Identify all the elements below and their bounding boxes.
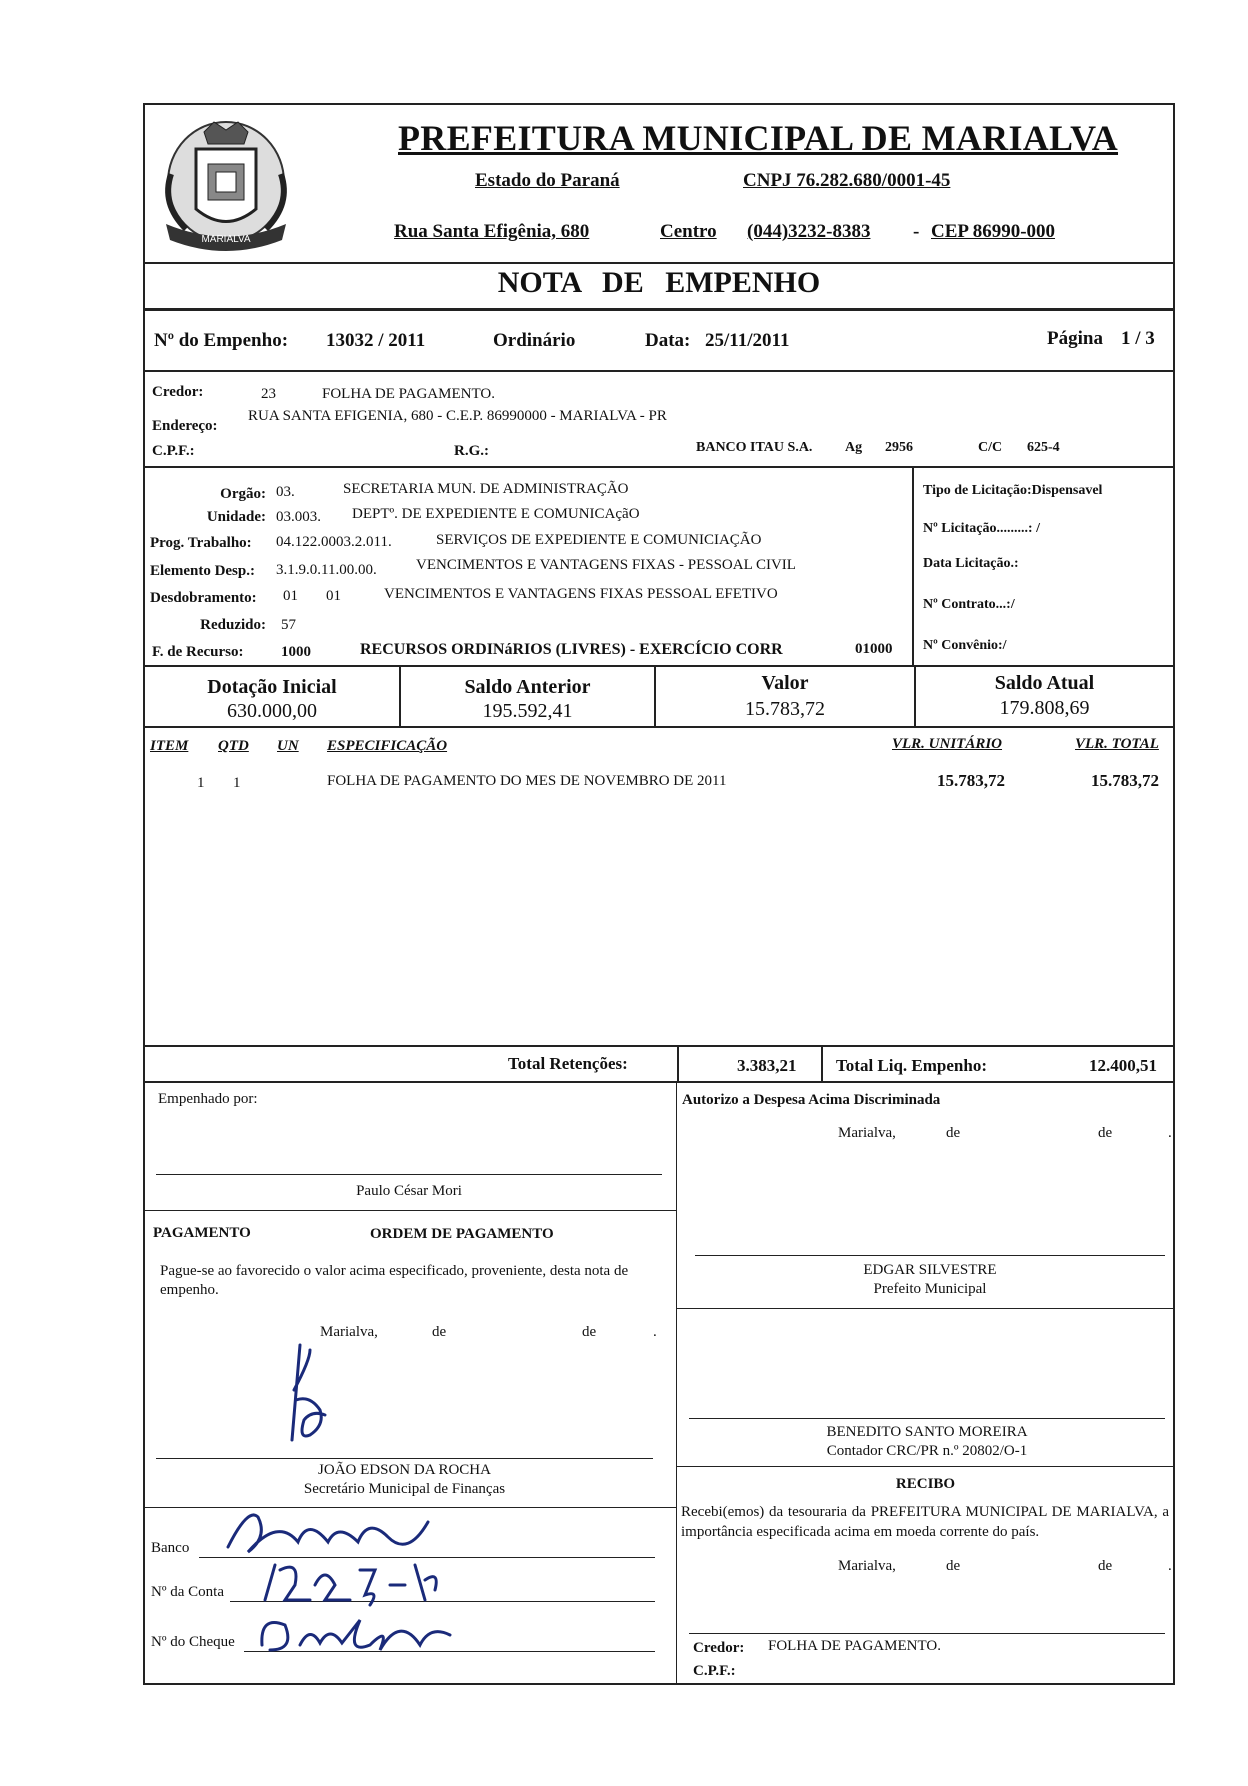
empenho-type: Ordinário: [493, 330, 576, 351]
orgao-name: SECRETARIA MUN. DE ADMINISTRAÇÃO: [343, 481, 629, 497]
row-spec: FOLHA DE PAGAMENTO DO MES DE NOVEMBRO DE 2011: [327, 773, 727, 789]
desdobramento-code1: 01: [283, 588, 298, 604]
licitacao-tipo: Tipo de Licitação:Dispensavel: [923, 483, 1103, 498]
orgao-label: Orgão:: [220, 486, 266, 502]
recurso-label: F. de Recurso:: [152, 644, 244, 660]
recibo-cpf-label: C.P.F.:: [693, 1663, 736, 1679]
liquido-label: Total Liq. Empenho:: [836, 1056, 987, 1075]
elemento-code: 3.1.9.0.11.00.00.: [276, 562, 377, 578]
cheque-label: Nº do Cheque: [151, 1634, 235, 1650]
autorizo-de-2: de: [1098, 1125, 1113, 1141]
credor-name: FOLHA DE PAGAMENTO.: [322, 386, 495, 402]
row-unit-value: 15.783,72: [937, 771, 1005, 790]
orgao-code: 03.: [276, 484, 295, 500]
empenho-number: 13032 / 2011: [326, 330, 426, 351]
licitacao-data: Data Licitação.:: [923, 556, 1019, 571]
recurso-code2: 01000: [855, 641, 893, 657]
col-vlr-unitario: VLR. UNITÁRIO: [892, 736, 1003, 752]
header-district: Centro: [660, 221, 717, 242]
header-cnpj: CNPJ 76.282.680/0001-45: [743, 170, 951, 191]
row-total-value: 15.783,72: [1091, 771, 1159, 790]
recurso-name: RECURSOS ORDINáRIOS (LIVRES) - EXERCÍCIO CORR: [360, 641, 783, 658]
licitacao-numero: Nº Licitação.........: /: [923, 521, 1040, 536]
valor-label: Valor: [761, 672, 809, 694]
row-qtd: 1: [233, 775, 241, 791]
recibo-de-2: de: [1098, 1558, 1113, 1574]
empenho-date-label: Data:: [645, 330, 691, 351]
empenhado-name: Paulo César Mori: [356, 1183, 462, 1199]
autorizo-de-1: de: [946, 1125, 961, 1141]
banco-label: Banco: [151, 1540, 190, 1556]
header-cep: CEP 86990-000: [931, 221, 1056, 242]
retencoes-label: Total Retenções:: [508, 1054, 628, 1073]
prog-name: SERVIÇOS DE EXPEDIENTE E COMUNICIAÇÃO: [436, 532, 762, 548]
recibo-label: RECIBO: [895, 1476, 956, 1492]
ordem-text: Pague-se ao favorecido o valor acima especificado, proveniente, desta nota de empenho.: [160, 1263, 629, 1298]
account-label: C/C: [978, 440, 1003, 455]
recibo-city: Marialva,: [838, 1558, 896, 1574]
dotacao-value: 630.000,00: [227, 700, 317, 722]
recurso-code: 1000: [281, 644, 311, 660]
empenho-number-label: Nº do Empenho:: [154, 330, 289, 351]
cheque-handwriting: [250, 1605, 480, 1665]
row-item: 1: [197, 775, 205, 791]
elemento-label: Elemento Desp.:: [150, 563, 255, 579]
ordem-dot: .: [653, 1324, 657, 1340]
header-phone: (044)3232-8383: [747, 221, 871, 242]
liquido-value: 12.400,51: [1089, 1056, 1157, 1075]
rg-label: R.G.:: [454, 443, 489, 459]
credor-code: 23: [261, 386, 276, 402]
valor-value: 15.783,72: [745, 698, 825, 720]
contador-role: Contador CRC/PR n.º 20802/O-1: [826, 1443, 1028, 1459]
prefeito-name: EDGAR SILVESTRE: [863, 1262, 997, 1278]
page-number: 1 / 3: [1121, 328, 1155, 349]
bank-name: BANCO ITAU S.A.: [696, 440, 813, 455]
contrato-number: Nº Contrato...:/: [923, 597, 1015, 612]
svg-text:MARIALVA: MARIALVA: [201, 234, 251, 245]
reduzido-value: 57: [281, 617, 296, 633]
dotacao-label: Dotação Inicial: [207, 676, 337, 698]
cpf-label: C.P.F.:: [152, 443, 195, 459]
prog-code: 04.122.0003.2.011.: [276, 534, 392, 550]
recibo-de-1: de: [946, 1558, 961, 1574]
unidade-code: 03.003.: [276, 509, 321, 525]
ordem-de-1: de: [432, 1324, 447, 1340]
desdobramento-name: VENCIMENTOS E VANTAGENS FIXAS PESSOAL EFETIVO: [384, 586, 778, 602]
header-title: PREFEITURA MUNICIPAL DE MARIALVA: [398, 118, 1119, 158]
empenho-date: 25/11/2011: [705, 330, 790, 351]
document-title: NOTA DE EMPENHO: [497, 266, 821, 299]
secretario-role: Secretário Municipal de Finanças: [303, 1481, 506, 1497]
coat-of-arms-logo: [156, 114, 296, 264]
secretario-signature: [280, 1340, 370, 1450]
recibo-credor-label: Credor:: [693, 1640, 745, 1656]
col-un: UN: [277, 738, 299, 754]
saldo-atual-label: Saldo Atual: [994, 672, 1095, 694]
col-qtd: QTD: [218, 738, 249, 754]
elemento-name: VENCIMENTOS E VANTAGENS FIXAS - PESSOAL CIVIL: [416, 557, 796, 573]
credor-label: Credor:: [152, 384, 204, 400]
ordem-city: Marialva,: [320, 1324, 378, 1340]
col-vlr-total: VLR. TOTAL: [1075, 736, 1159, 752]
autorizo-dot: .: [1168, 1125, 1172, 1141]
autorizo-city: Marialva,: [838, 1125, 896, 1141]
recibo-dot: .: [1168, 1558, 1172, 1574]
pagamento-label: PAGAMENTO: [153, 1225, 251, 1241]
contador-name: BENEDITO SANTO MOREIRA: [826, 1424, 1028, 1440]
header-separator: -: [913, 221, 920, 242]
page-label: Página: [1047, 328, 1103, 349]
credor-address: RUA SANTA EFIGENIA, 680 - C.E.P. 86990000 - MARIALVA - PR: [248, 408, 667, 424]
saldo-atual-value: 179.808,69: [999, 697, 1090, 719]
conta-label: Nº da Conta: [151, 1584, 224, 1600]
agency-label: Ag: [845, 440, 863, 455]
convenio-number: Nº Convênio:/: [923, 638, 1007, 653]
unidade-name: DEPTº. DE EXPEDIENTE E COMUNICAçãO: [352, 506, 640, 522]
recibo-text: Recebi(emos) da tesouraria da PREFEITURA MUNICIPAL DE MARIALVA, a importância especificada acima em moeda corrente do país.: [681, 1504, 1169, 1540]
ordem-de-2: de: [582, 1324, 597, 1340]
address-label: Endereço:: [152, 418, 218, 434]
agency-number: 2956: [885, 440, 913, 455]
autorizo-text: Autorizo a Despesa Acima Discriminada: [682, 1092, 941, 1108]
saldo-anterior-label: Saldo Anterior: [464, 676, 591, 698]
ordem-label: ORDEM DE PAGAMENTO: [370, 1226, 554, 1242]
account-number: 625-4: [1027, 440, 1060, 455]
col-item: ITEM: [150, 738, 189, 754]
header-state: Estado do Paraná: [475, 170, 620, 191]
desdobramento-label: Desdobramento:: [150, 590, 257, 606]
header-address: Rua Santa Efigênia, 680: [394, 221, 590, 242]
recibo-credor-name: FOLHA DE PAGAMENTO.: [768, 1638, 941, 1654]
prog-label: Prog. Trabalho:: [150, 535, 252, 551]
empenhado-label: Empenhado por:: [158, 1091, 258, 1107]
saldo-anterior-value: 195.592,41: [482, 700, 573, 722]
desdobramento-code2: 01: [326, 588, 341, 604]
prefeito-role: Prefeito Municipal: [873, 1281, 987, 1297]
unidade-label: Unidade:: [206, 509, 266, 525]
col-especificacao: ESPECIFICAÇÃO: [327, 738, 448, 754]
retencoes-value: 3.383,21: [737, 1056, 797, 1075]
reduzido-label: Reduzido:: [200, 617, 266, 633]
secretario-name: JOÃO EDSON DA ROCHA: [318, 1462, 491, 1478]
